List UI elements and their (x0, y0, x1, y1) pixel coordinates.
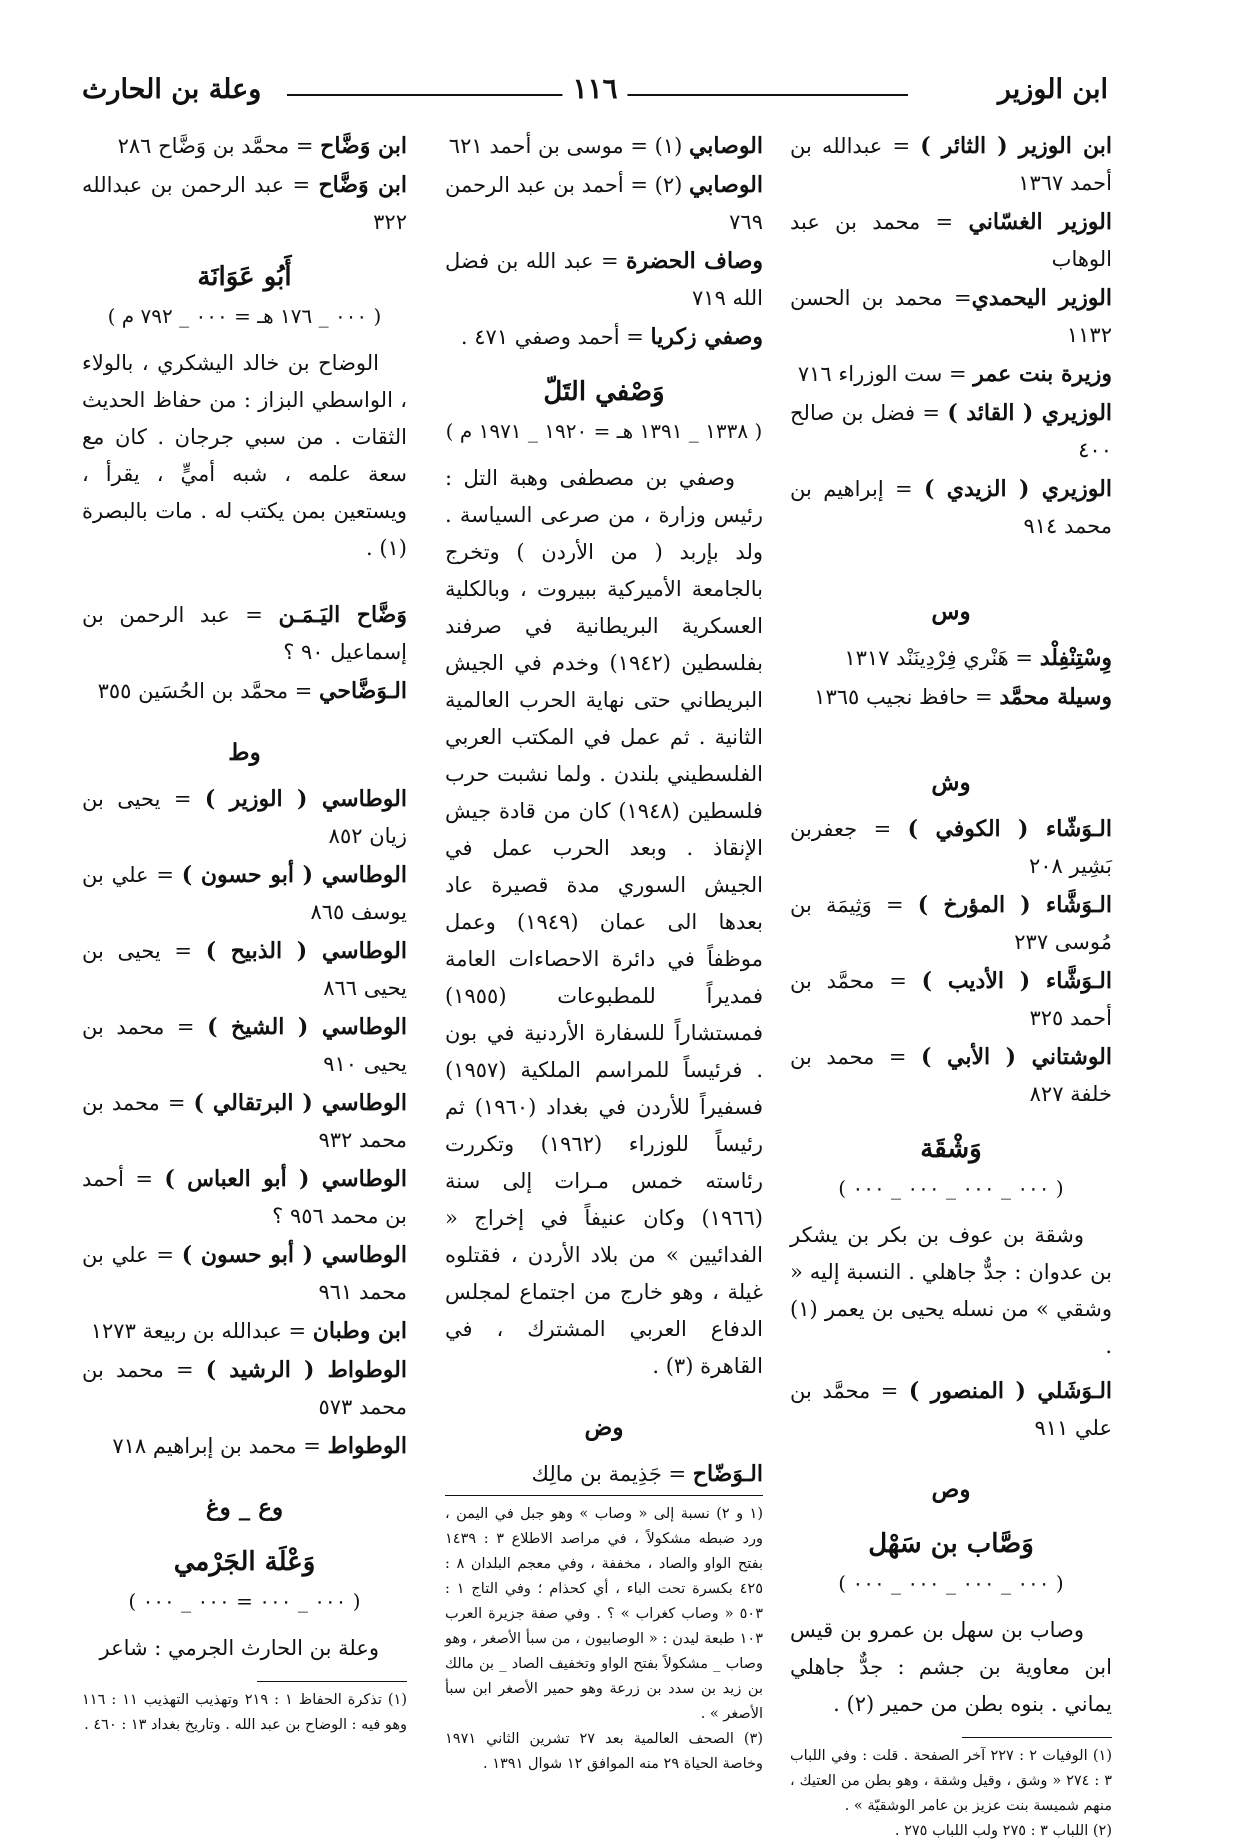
index-entry (790, 204, 1112, 278)
page-number: ١١٦ (562, 72, 627, 105)
footnote: (٢) اللباب ٣ : ٢٧٥ ولب اللباب ٢٧٥ . (894, 1823, 1112, 1839)
entry-name: الوزيري ( الزيدي ) (924, 476, 1112, 502)
entry-reference: = محمد بن خلفة ٨٢٧ (790, 1045, 1112, 1106)
entry-name: الوطاسي ( الوزير ) (204, 786, 407, 812)
biography-text: وعلة بن الحارث الجرمي : شاعر (99, 1636, 379, 1660)
entry-name: الوطاسي ( أبو حسون ) (181, 862, 407, 888)
entry-name: الوطاسي ( البرتقالي ) (193, 1090, 407, 1116)
biography-name: أَبُو عَوَانَة (197, 262, 292, 292)
biography-text: وشقة بن عوف بن بكر بن يشكر بن عدوان : جدٌّ جاهلي . النسبة إليه « وشقي » من نسله يحيى بن يعمر (١) . (790, 1223, 1112, 1358)
entry-reference: = محمد بن محمد ٩٣٢ (82, 1091, 407, 1152)
section-heading: وع _ وغ (205, 1494, 284, 1521)
entry-name: الـوَشَّاء ( الأديب ) (921, 968, 1112, 994)
entry-name: وصفي زكريا (650, 324, 763, 350)
index-entry (82, 1352, 407, 1426)
entry-reference: = إبراهيم بن محمد ٩١٤ (790, 477, 1112, 538)
entry-reference: = محمد بن إبراهيم ٧١٨ (112, 1434, 328, 1458)
index-entry (445, 1456, 763, 1496)
entry-name: ابن وَضَّاح (318, 172, 407, 198)
index-entry (82, 1313, 407, 1350)
footnote-rule (962, 1737, 1112, 1738)
index-entry (790, 963, 1112, 1037)
index-entry (790, 887, 1112, 961)
entry-name: الـوَشّاء ( الكوفي ) (907, 816, 1112, 842)
entry-reference: = عبدالله بن ربيعة ١٢٧٣ (90, 1319, 313, 1343)
entry-name: ابن الوزير ( الثائر ) (920, 133, 1112, 159)
biography-text: الوضاح بن خالد اليشكري ، بالولاء ، الواسطي البزاز : من حفاظ الحديث الثقات . من سبي جرجان . كان مع سعة علمه ، شبه أميٍّ ، يقرأ ، ويستعين بمن يكتب له . مات بالبصرة (١) . (82, 351, 407, 560)
section-heading: وط (228, 739, 261, 766)
biography-name: وَصْفي التَلّ (543, 377, 665, 407)
index-entry (790, 395, 1112, 469)
index-entry (790, 356, 1112, 393)
entry-name: الوطاسي ( الذبيح ) (205, 938, 407, 964)
index-entry (445, 319, 763, 356)
entry-name: ابن وَضَّاح (320, 133, 407, 159)
index-entry (790, 811, 1112, 885)
index-entry (790, 128, 1112, 202)
entry-name: الوزير الغسّاني (968, 209, 1112, 235)
entry-name: الوطواط ( الرشيد ) (205, 1357, 407, 1383)
footnote: (٣) الصحف العالمية بعد ٢٧ تشرين الثاني ١٩٧١ وخاصة الحياة ٢٩ منه الموافق ١٢ شوال ١٣٩١ . (445, 1731, 763, 1772)
column-right (790, 128, 1112, 1844)
biography-dates: ( ٠٠٠ _ ١٧٦ هـ = ٠٠٠ _ ٧٩٢ م ) (107, 304, 382, 328)
section-heading: وس (931, 598, 971, 625)
entry-reference: = عبد الرحمن بن عبدالله ٣٢٢ (82, 173, 407, 234)
entry-reference: = أحمد بن محمد ٩٥٦ ؟ (82, 1167, 407, 1228)
index-entry (82, 781, 407, 855)
index-entry (445, 167, 763, 241)
biography-dates: ( ١٣٣٨ _ ١٣٩١ هـ = ١٩٢٠ _ ١٩٧١ م ) (445, 419, 763, 443)
index-entry (82, 933, 407, 1007)
entry-name: الوطاسي ( الشيخ ) (207, 1014, 407, 1040)
entry-reference: (٢) = أحمد بن عبد الرحمن ٧٦٩ (445, 173, 763, 234)
footnotes (82, 1688, 407, 1738)
entry-name: الـوَشَّاء ( المؤرخ ) (917, 892, 1112, 918)
index-entry (790, 280, 1112, 354)
column-middle (445, 128, 763, 1777)
entry-name: الوزير اليحمدي (971, 285, 1112, 311)
index-entry (82, 673, 407, 710)
entry-name: الوزيري ( القائد ) (947, 400, 1113, 426)
entry-name: الوطواط (327, 1433, 407, 1459)
entry-name: ابن وطبان (312, 1318, 407, 1344)
entry-reference: = هَنْري فِرْدِينَنْد ١٣١٧ (844, 646, 1040, 670)
index-entry (82, 1085, 407, 1159)
entry-name: وزيرة بنت عمر (973, 361, 1112, 387)
entry-name: وَضَّاح اليَـمَـن (278, 602, 407, 628)
entry-reference: = محمد بن محمد ٥٧٣ (82, 1358, 407, 1419)
entry-reference: = علي بن محمد ٩٦١ (82, 1243, 407, 1304)
entry-reference: = عبد الرحمن بن إسماعيل ٩٠ ؟ (82, 603, 407, 664)
entry-name: الوطاسي ( أبو العباس ) (164, 1166, 407, 1192)
footnote: (١) تذكرة الحفاظ ١ : ٢١٩ وتهذيب التهذيب ١١ : ١١٦ وهو فيه : الوضاح بن عبد الله . وتاريخ بغداد ١٣ : ٤٦٠ . (82, 1692, 407, 1733)
index-entry (790, 679, 1112, 716)
entry-name: الـوَشَلي ( المنصور ) (908, 1378, 1113, 1404)
entry-reference: = عبدالله بن أحمد ١٣٦٧ (790, 134, 1112, 195)
index-entry (82, 1428, 407, 1465)
entry-reference: = ست الوزراء ٧١٦ (797, 362, 974, 386)
column-left (82, 128, 407, 1738)
index-entry (82, 597, 407, 671)
biography-text: وصفي بن مصطفى وهبة التل : رئيس وزارة ، من صرعى السياسة . ولد بإربد ( من الأردن ) وتخرج بالجامعة الأميركية ببيروت ، وبالكلية العسكرية البريطانية في صرفند بفلسطين (١٩٤٢) وخدم في الجيش البريطاني حتى نهاية الحرب العالمية الثانية . ثم عمل في المكتب العربي الفلسطيني بلندن . ولما نشبت حرب فلسطين (١٩٤٨) كان من قادة جيش الإنقاذ . وبعد الحرب عمل في الجيش السوري مدة قصيرة عاد بعدها الى عمان (١٩٤٩) وعمل موظفاً في دائرة الاحصاءات العامة فمديراً للمطبوعات (١٩٥٥) فمستشاراً للسفارة الأردنية في بون . فرئيساً للمراسم الملكية (١٩٥٧) فسفيراً للأردن في بغداد (١٩٦٠) ثم رئيساً للوزراء (١٩٦٢) وتكررت رئاسته خمس مـرات إلى سنة (١٩٦٦) وكان عنيفاً في إخراج « الفدائيين » من بلاد الأردن ، فقتلوه غيلة ، وهو خارج من اجتماع لمجلس الدفاع العربي المشترك ، في القاهرة (٣) . (445, 466, 763, 1378)
section-heading: وص (931, 1476, 971, 1503)
entry-name: وصاف الحضرة (626, 248, 763, 274)
entry-reference: = حافظ نجيب ١٣٦٥ (814, 685, 1000, 709)
entry-reference: = محمَّد بن أحمد ٣٢٥ (790, 969, 1112, 1030)
footnote: (١ و ٢) نسبة إلى « وصاب » وهو جبل في اليمن ، ورد ضبطه مشكولاً ، في مراصد الاطلاع ٣ : ١٤٣٩ بفتح الواو والصاد ، مخففة ، وفي معجم البلدان ٨ : ٤٢٥ بكسرة تحت الباء ، أي كحذام ؛ وفي التاج ١ : ٥٠٣ « وصاب كغراب » ؟ . وفي صفة جزيرة العرب ١٠٣ طبعة ليدن : « الوصابيون ، من سبأ الأصغر ، وهو وصاب _ مشكولاً بفتح الواو وتخفيف الصاد _ بن مالك بن زيد بن سدد بن زرعة وهو حمير الأصغر ابن سبأ الأصغر » . (445, 1506, 764, 1722)
entry-reference: = يحيى بن يحيى ٨٦٦ (82, 939, 407, 1000)
entry-reference: = محمد بن يحيى ٩١٠ (82, 1015, 407, 1076)
index-entry (82, 1161, 407, 1235)
index-entry (790, 471, 1112, 545)
entry-reference: = محمَّد بن علي ٩١١ (790, 1379, 1112, 1440)
entry-reference: = محمَّد بن الحُسَين ٣٥٥ (97, 679, 320, 703)
index-entry (82, 857, 407, 931)
entry-reference: = وَثِيمَة بن مُوسى ٢٣٧ (790, 893, 1112, 954)
section-heading: وش (931, 769, 971, 796)
section-heading: وض (584, 1414, 624, 1441)
entry-reference: = عبد الله بن فضل الله ٧١٩ (445, 249, 763, 310)
entry-name: الوصابي (688, 133, 763, 159)
entry-reference: = جعفربن بَشِير ٢٠٨ (790, 817, 1112, 878)
entry-reference: = جَذِيمة بن مالِك (531, 1462, 693, 1486)
biography-name: وَصَّاب بن سَهْل (868, 1529, 1034, 1559)
biography-dates: ( ٠٠٠ _ ٠٠٠ _ ٠٠٠ _ ٠٠٠ ) (838, 1571, 1064, 1595)
footnote-rule (257, 1681, 407, 1682)
index-entry (82, 167, 407, 241)
entry-name: وِسْتِنْفِلْد (1039, 645, 1112, 671)
index-entry (790, 640, 1112, 677)
biography-dates: ( ٠٠٠ _ ٠٠٠ = ٠٠٠ _ ٠٠٠ ) (128, 1589, 361, 1613)
index-entry (82, 1237, 407, 1311)
entry-name: الوصابي (688, 172, 763, 198)
biography-dates: ( ٠٠٠ _ ٠٠٠ _ ٠٠٠ _ ٠٠٠ ) (838, 1176, 1064, 1200)
biography-name: وَعْلَة الجَرْمي (173, 1547, 316, 1577)
entry-reference: = علي بن يوسف ٨٦٥ (82, 863, 407, 924)
index-entry (82, 128, 407, 165)
entry-reference: = أحمد وصفي ٤٧١ . (460, 325, 651, 349)
entry-name: الوطاسي ( أبو حسون ) (181, 1242, 407, 1268)
page-header (82, 68, 1108, 118)
index-entry (445, 243, 763, 317)
running-head-right: ابن الوزير (997, 74, 1108, 105)
footnotes (445, 1502, 763, 1777)
entry-reference: = فضل بن صالح ٤٠٠ (790, 401, 1112, 462)
entry-name: الوشتاني ( الأبي ) (921, 1044, 1112, 1070)
entry-name: وسيلة محمَّد (999, 684, 1112, 710)
index-entry (790, 1039, 1112, 1113)
footnote: (١) الوفيات ٢ : ٢٢٧ آخر الصفحة . قلت : وفي اللباب ٣ : ٢٧٤ « وشق ، وقيل وشقة ، وهو بطن من العتيك ، منهم شميسة بنت عزيز بن عامر الوشقيّة » . (790, 1748, 1112, 1814)
entry-reference: = يحيى بن زيان ٨٥٢ (82, 787, 407, 848)
biography-name: وَشْقَة (920, 1134, 982, 1164)
entry-reference: = محمد بن الحسن ١١٣٢ (790, 286, 1112, 347)
index-entry (445, 128, 763, 165)
index-entry (790, 1373, 1112, 1447)
running-head-left: وعلة بن الحارث (82, 74, 262, 105)
index-entry (82, 1009, 407, 1083)
entry-reference: (١) = موسى بن أحمد ٦٢١ (448, 134, 689, 158)
entry-name: الـوَضّاح (692, 1461, 763, 1487)
biography-text: وصاب بن سهل بن عمرو بن قيس ابن معاوية بن جشم : جدٌّ جاهلي يماني . بنوه بطن من حمير (٢) . (790, 1618, 1112, 1716)
entry-reference: = محمَّد بن وَضَّاح ٢٨٦ (117, 134, 321, 158)
footnotes (790, 1744, 1112, 1844)
entry-reference: = محمد بن عبد الوهاب (790, 210, 1112, 271)
entry-name: الـوَضَّاحي (319, 678, 407, 704)
